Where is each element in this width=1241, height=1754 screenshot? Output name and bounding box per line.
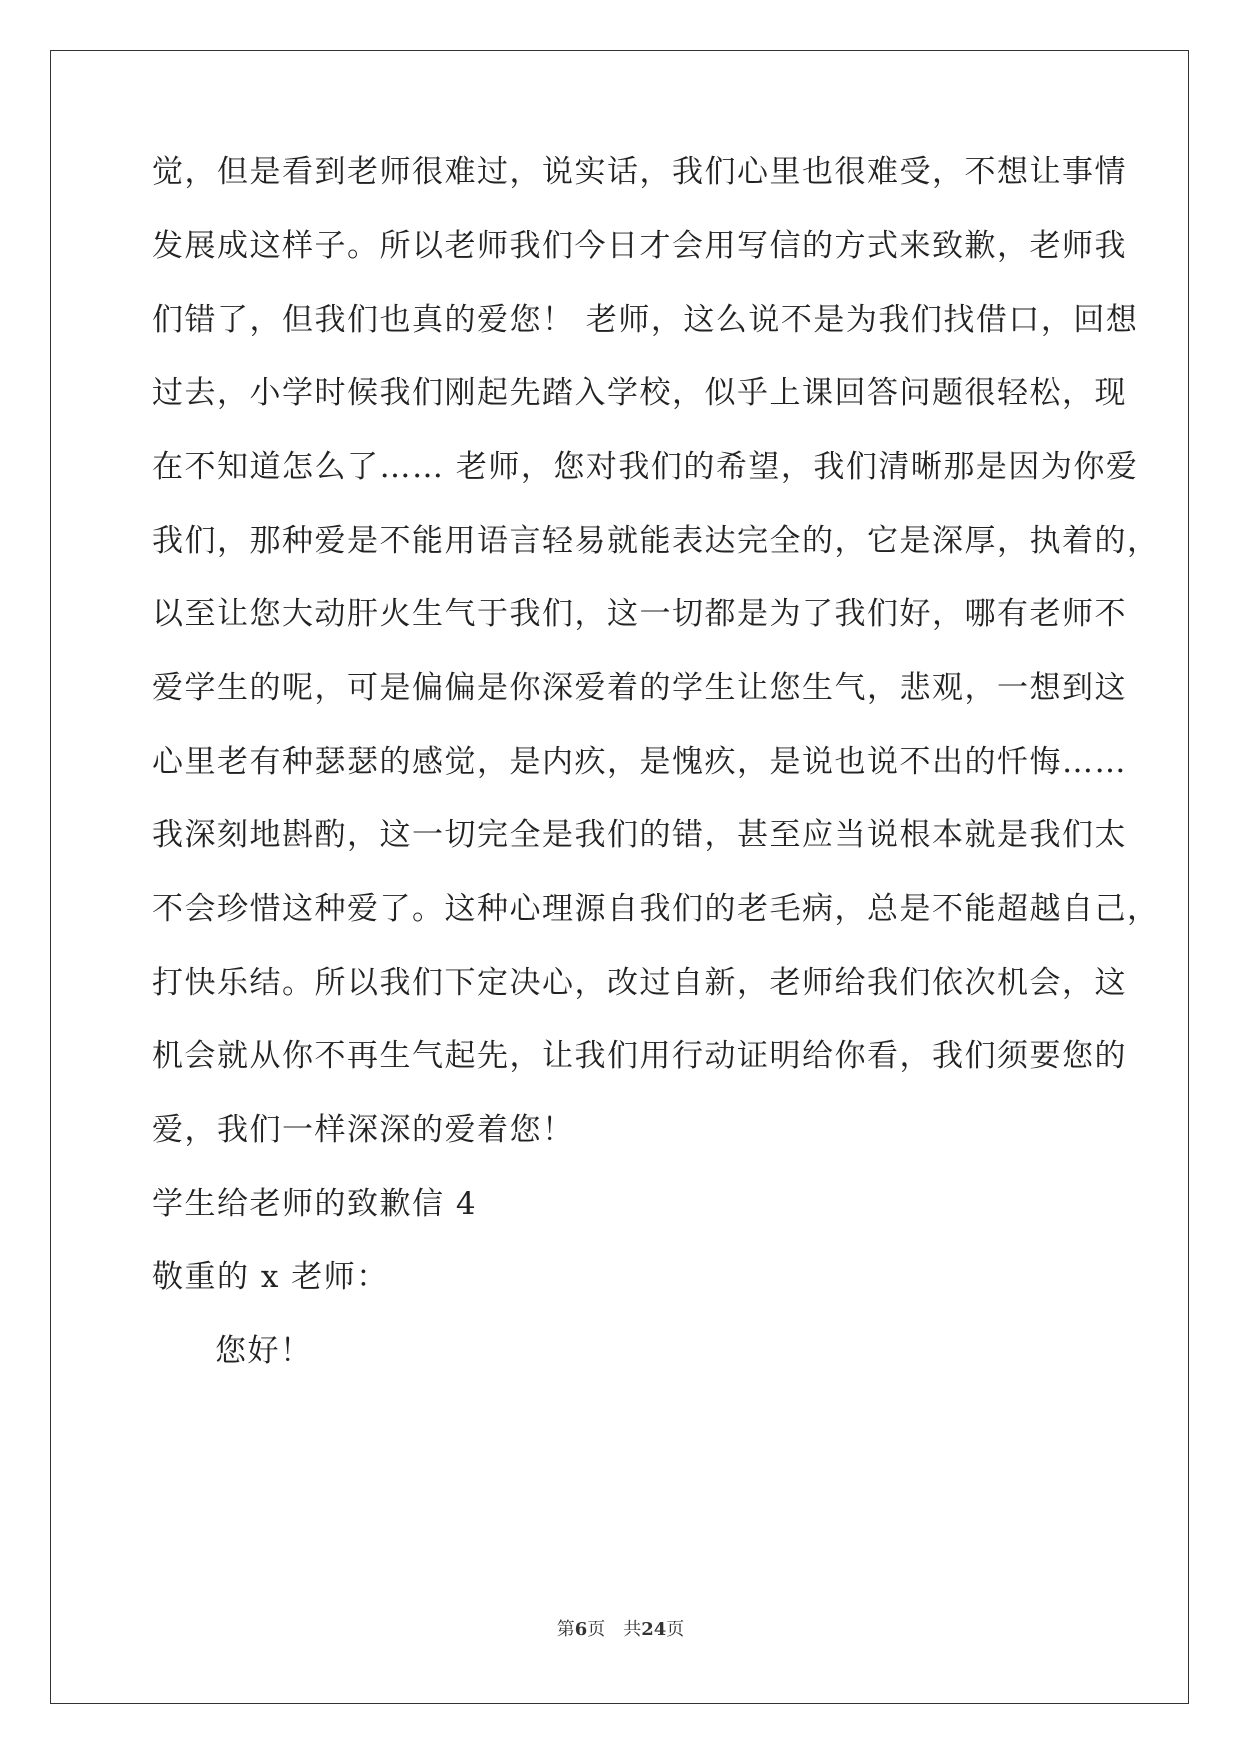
- section-title: 学生给老师的致歉信 4: [152, 1186, 478, 1222]
- greeting: 您好！: [215, 1333, 313, 1369]
- total-pages: 24: [641, 1619, 667, 1640]
- body-line: 觉，但是看到老师很难过，说实话，我们心里也很难受，不想让事情: [152, 154, 1127, 190]
- page-border: [50, 50, 1189, 1704]
- body-line: 在不知道怎么了…… 老师，您对我们的希望，我们清晰那是因为你爱: [152, 449, 1139, 485]
- body-line: 过去，小学时候我们刚起先踏入学校，似乎上课回答问题很轻松，现: [152, 375, 1127, 411]
- page-number: 6: [574, 1619, 588, 1640]
- body-line: 爱，我们一样深深的爱着您！: [152, 1112, 575, 1148]
- total-prefix: 共: [623, 1619, 642, 1640]
- body-line: 发展成这样子。所以老师我们今日才会用写信的方式来致歉，老师我: [152, 228, 1127, 264]
- body-line: 们错了，但我们也真的爱您！ 老师，这么说不是为我们找借口，回想: [152, 302, 1139, 338]
- body-line: 我们，那种爱是不能用语言轻易就能表达完全的，它是深厚，执着的，: [152, 523, 1160, 559]
- body-line: 以至让您大动肝火生气于我们，这一切都是为了我们好，哪有老师不: [152, 596, 1127, 632]
- body-line: 我深刻地斟酌，这一切完全是我们的错，甚至应当说根本就是我们太: [152, 817, 1127, 853]
- body-line: 打快乐结。所以我们下定决心，改过自新，老师给我们依次机会，这: [152, 965, 1127, 1001]
- body-line: 心里老有种瑟瑟的感觉，是内疚，是愧疚，是说也说不出的忏悔……: [152, 744, 1127, 780]
- body-line: 爱学生的呢，可是偏偏是你深爱着的学生让您生气，悲观，一想到这: [152, 670, 1127, 706]
- body-line: 不会珍惜这种爱了。这种心理源自我们的老毛病，总是不能超越自己，: [152, 891, 1160, 927]
- total-suffix: 页: [666, 1619, 685, 1640]
- page-suffix: 页: [587, 1619, 606, 1640]
- salutation: 敬重的 x 老师：: [152, 1259, 389, 1295]
- body-line: 机会就从你不再生气起先，让我们用行动证明给你看，我们须要您的: [152, 1038, 1127, 1074]
- page-footer: [0, 1615, 1241, 1641]
- page-prefix: 第: [556, 1619, 575, 1640]
